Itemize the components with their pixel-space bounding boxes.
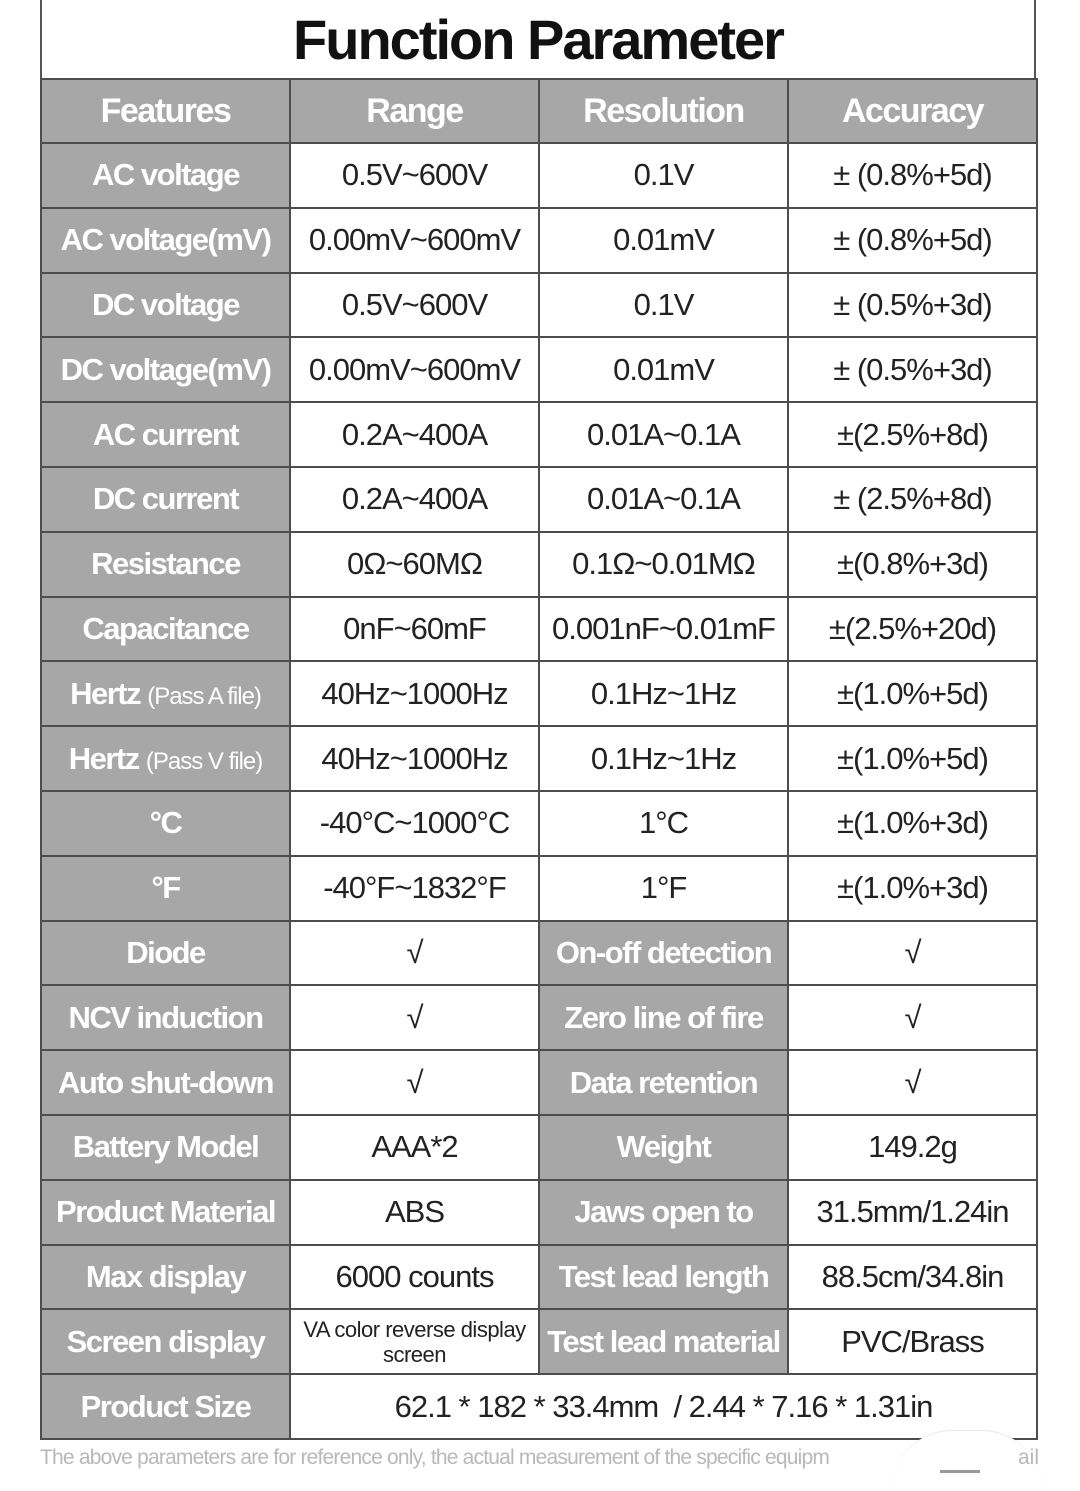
- resolution-cell: 0.1Hz~1Hz: [539, 726, 788, 791]
- accuracy-cell: ±(2.5%+8d): [788, 402, 1037, 467]
- value-cell: VA color reverse display screen: [290, 1309, 539, 1374]
- feature-cell: Zero line of fire: [539, 985, 788, 1050]
- feature-label: Hertz: [70, 675, 141, 711]
- value-cell: √: [290, 921, 539, 986]
- spec-body: [41, 143, 1037, 1439]
- spec-table: [40, 78, 1038, 1440]
- feature-cell: Auto shut-down: [41, 1050, 290, 1115]
- range-cell: 40Hz~1000Hz: [290, 726, 539, 791]
- table-row: [41, 532, 1037, 597]
- resolution-cell: 0.1V: [539, 143, 788, 208]
- accuracy-cell: ± (0.5%+3d): [788, 337, 1037, 402]
- accuracy-cell: ± (0.8%+5d): [788, 208, 1037, 273]
- header-row: [41, 79, 1037, 143]
- feature-cell: °F: [41, 856, 290, 921]
- table-row: [41, 273, 1037, 338]
- value-cell: PVC/Brass: [788, 1309, 1037, 1374]
- feature-cell: Resistance: [41, 532, 290, 597]
- table-row: [41, 1309, 1037, 1374]
- feature-cell: Jaws open to: [539, 1180, 788, 1245]
- range-cell: 0.00mV~600mV: [290, 208, 539, 273]
- value-cell: 149.2g: [788, 1115, 1037, 1180]
- value-cell: ABS: [290, 1180, 539, 1245]
- table-row: [41, 597, 1037, 662]
- resolution-cell: 0.001nF~0.01mF: [539, 597, 788, 662]
- accuracy-cell: ± (2.5%+8d): [788, 467, 1037, 532]
- value-cell: √: [788, 1050, 1037, 1115]
- table-row: [41, 791, 1037, 856]
- value-cell: √: [290, 1050, 539, 1115]
- value-cell: AAA*2: [290, 1115, 539, 1180]
- value-cell: √: [788, 985, 1037, 1050]
- resolution-cell: 0.1Ω~0.01MΩ: [539, 532, 788, 597]
- feature-cell: Capacitance: [41, 597, 290, 662]
- page-title: Function Parameter: [40, 0, 1036, 78]
- range-cell: 0.5V~600V: [290, 273, 539, 338]
- accuracy-cell: ±(0.8%+3d): [788, 532, 1037, 597]
- resolution-cell: 0.01A~0.1A: [539, 402, 788, 467]
- accuracy-cell: ±(1.0%+5d): [788, 726, 1037, 791]
- feature-cell: NCV induction: [41, 985, 290, 1050]
- feature-cell: Test lead material: [539, 1309, 788, 1374]
- range-cell: -40°F~1832°F: [290, 856, 539, 921]
- value-cell: 31.5mm/1.24in: [788, 1180, 1037, 1245]
- feature-cell: AC voltage: [41, 143, 290, 208]
- table-row: [41, 1050, 1037, 1115]
- range-cell: 40Hz~1000Hz: [290, 661, 539, 726]
- table-row: [41, 467, 1037, 532]
- feature-cell: On-off detection: [539, 921, 788, 986]
- table-row: [41, 726, 1037, 791]
- table-row: [41, 1115, 1037, 1180]
- feature-cell: Max display: [41, 1245, 290, 1310]
- feature-cell: Product Size: [41, 1374, 290, 1439]
- table-row: [41, 337, 1037, 402]
- resolution-cell: 0.01mV: [539, 208, 788, 273]
- header-accuracy: Accuracy: [788, 79, 1037, 143]
- feature-label: Hertz: [68, 740, 139, 776]
- accuracy-cell: ±(2.5%+20d): [788, 597, 1037, 662]
- feature-note: (Pass A file): [147, 682, 261, 710]
- feature-cell: Diode: [41, 921, 290, 986]
- feature-cell: AC current: [41, 402, 290, 467]
- resolution-cell: 0.01mV: [539, 337, 788, 402]
- feature-cell: DC current: [41, 467, 290, 532]
- resolution-cell: 1°F: [539, 856, 788, 921]
- feature-cell: Battery Model: [41, 1115, 290, 1180]
- range-cell: 0.5V~600V: [290, 143, 539, 208]
- accuracy-cell: ±(1.0%+3d): [788, 791, 1037, 856]
- accuracy-cell: ±(1.0%+5d): [788, 661, 1037, 726]
- table-row: [41, 985, 1037, 1050]
- feature-cell: Test lead length: [539, 1245, 788, 1310]
- feature-cell: Weight: [539, 1115, 788, 1180]
- table-row: [41, 1374, 1037, 1439]
- header-features: Features: [41, 79, 290, 143]
- table-row: [41, 402, 1037, 467]
- resolution-cell: 0.1V: [539, 273, 788, 338]
- feature-cell: Screen display: [41, 1309, 290, 1374]
- table-row: [41, 208, 1037, 273]
- value-cell: √: [290, 985, 539, 1050]
- accuracy-cell: ±(1.0%+3d): [788, 856, 1037, 921]
- feature-note: (Pass V file): [145, 747, 263, 775]
- size-value-cell: 62.1 * 182 * 33.4mm / 2.44 * 7.16 * 1.31in: [290, 1374, 1037, 1439]
- disclaimer-tail: ail: [1018, 1446, 1040, 1469]
- resolution-cell: 0.01A~0.1A: [539, 467, 788, 532]
- resolution-cell: 1°C: [539, 791, 788, 856]
- table-row: [41, 921, 1037, 986]
- feature-cell: DC voltage: [41, 273, 290, 338]
- range-cell: -40°C~1000°C: [290, 791, 539, 856]
- feature-cell: DC voltage(mV): [41, 337, 290, 402]
- drag-handle[interactable]: [940, 1470, 980, 1473]
- feature-cell: °C: [41, 791, 290, 856]
- value-cell: 88.5cm/34.8in: [788, 1245, 1037, 1310]
- disclaimer-text: The above parameters are for reference only, the actual measurement of the specific equipm: [40, 1446, 830, 1469]
- value-cell: √: [788, 921, 1037, 986]
- table-row: [41, 856, 1037, 921]
- feature-cell: AC voltage(mV): [41, 208, 290, 273]
- header-range: Range: [290, 79, 539, 143]
- range-cell: 0.2A~400A: [290, 402, 539, 467]
- resolution-cell: 0.1Hz~1Hz: [539, 661, 788, 726]
- header-resolution: Resolution: [539, 79, 788, 143]
- range-cell: 0.00mV~600mV: [290, 337, 539, 402]
- value-cell: 6000 counts: [290, 1245, 539, 1310]
- table-row: [41, 661, 1037, 726]
- range-cell: 0Ω~60MΩ: [290, 532, 539, 597]
- feature-cell: [41, 661, 290, 726]
- accuracy-cell: ± (0.5%+3d): [788, 273, 1037, 338]
- feature-cell: [41, 726, 290, 791]
- accuracy-cell: ± (0.8%+5d): [788, 143, 1037, 208]
- range-cell: 0nF~60mF: [290, 597, 539, 662]
- range-cell: 0.2A~400A: [290, 467, 539, 532]
- feature-cell: Product Material: [41, 1180, 290, 1245]
- table-row: [41, 143, 1037, 208]
- feature-cell: Data retention: [539, 1050, 788, 1115]
- table-row: [41, 1180, 1037, 1245]
- table-row: [41, 1245, 1037, 1310]
- spec-sheet: [40, 0, 1036, 1440]
